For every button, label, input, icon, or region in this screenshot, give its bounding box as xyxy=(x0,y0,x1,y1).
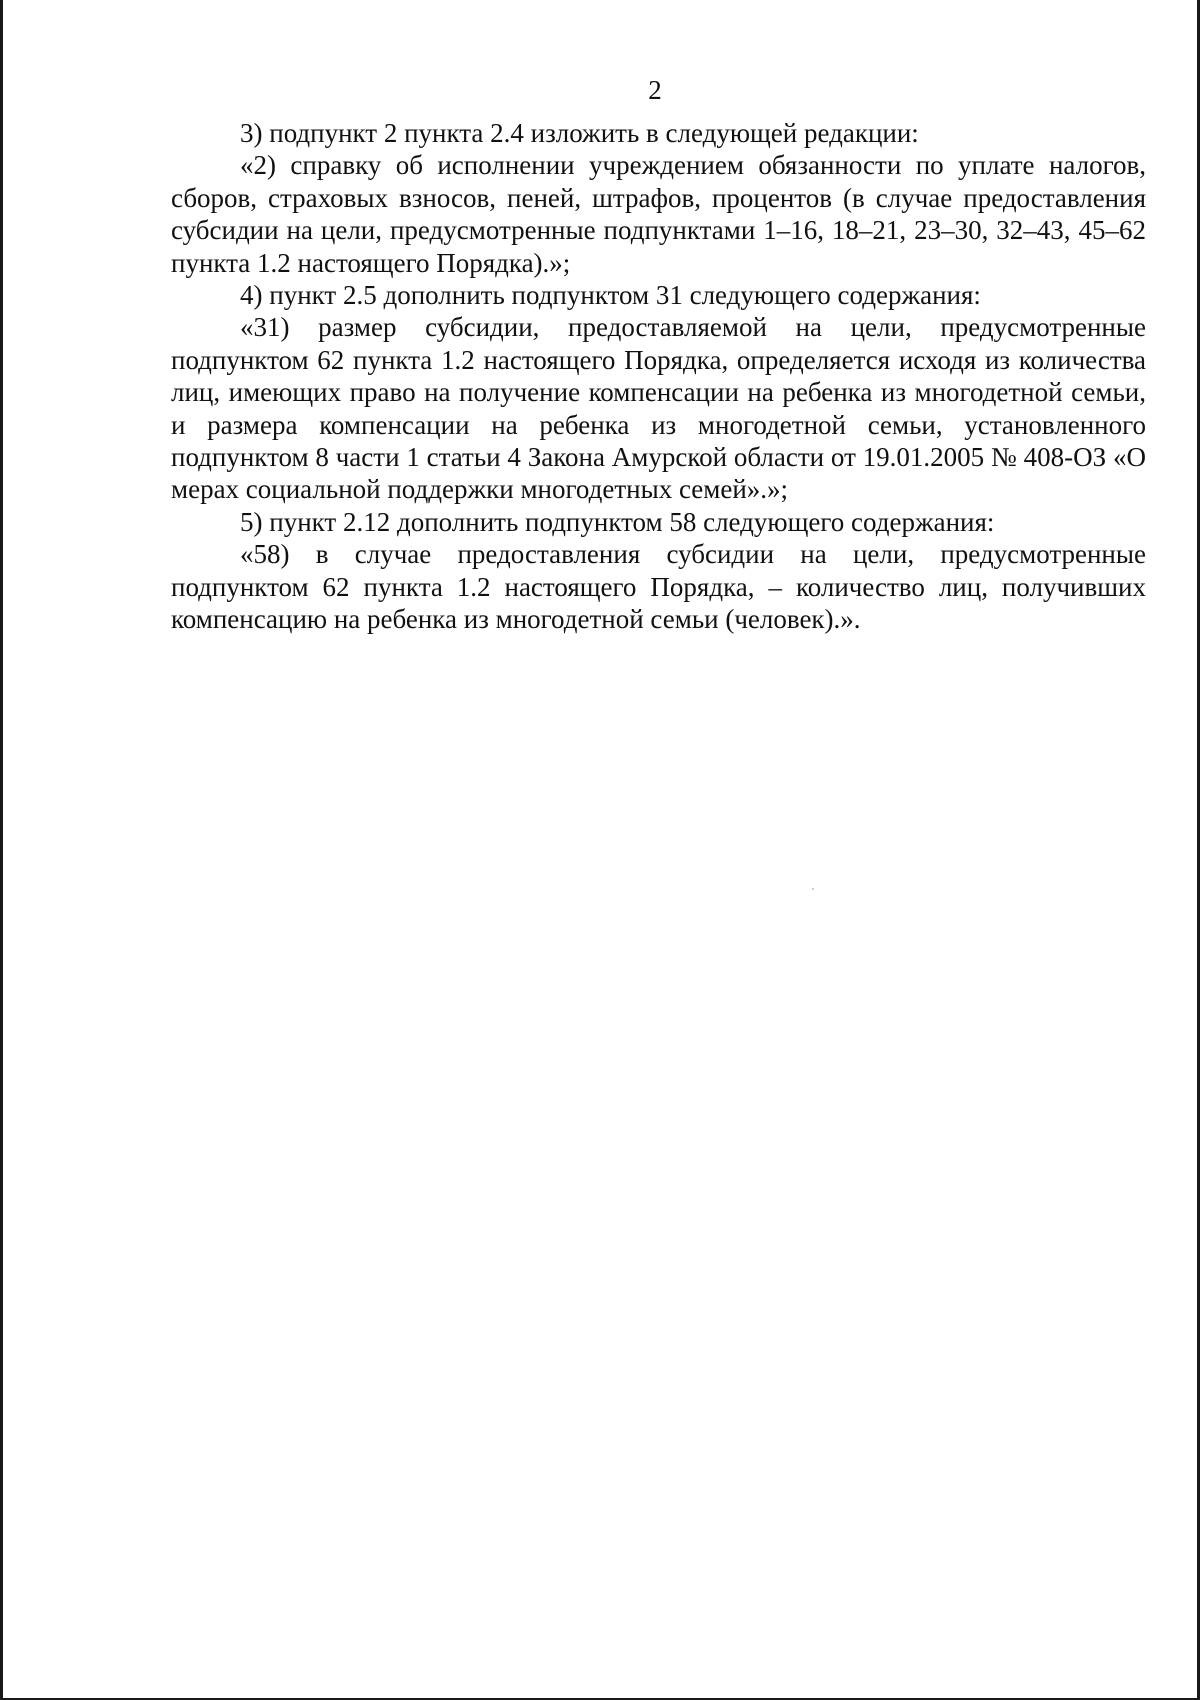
paragraph-amendment-5: 5) пункт 2.12 дополнить подпунктом 58 следующего содержания: xyxy=(240,506,995,537)
paragraph-subitem-31-text: «31) размер субсидии, предоставляемой на цели, предусмотренные подпунктом 62 пункта 1.2 настоящего Порядка, определяется исходя из количества лиц, имеющих право на получение компенсации на ребенка из многодетной семьи, и размера компенсации на ребенка из многодетной семьи, установленного подпунктом 8 части 1 статьи 4 Закона Амурской области от 19.01.2005 № 408-ОЗ «О мерах социальной поддержки многодетных семей».»; xyxy=(171,312,1146,505)
scan-speck xyxy=(812,888,814,890)
paragraph-subitem-2-text: «2) справку об исполнении учреждением обязанности по уплате налогов, сборов, страховых взносов, пеней, штрафов, процентов (в случае предоставления субсидии на цели, предусмотренные подпунктами 1–16, 18–21, 23–30, 32–43, 45–62 пункта 1.2 настоящего Порядка).»; xyxy=(171,150,1146,278)
paragraph-subitem-58-text: «58) в случае предоставления субсидии на цели, предусмотренные подпунктом 62 пункта 1.2 настоящего Порядка, – количество лиц, получивших компенсацию на ребенка из многодетной семьи (человек).». xyxy=(171,539,1146,635)
page-number: 2 xyxy=(648,75,662,105)
paragraph-amendment-4: 4) пункт 2.5 дополнить подпунктом 31 следующего содержания: xyxy=(240,280,981,311)
paragraph-amendment-3: 3) подпункт 2 пункта 2.4 изложить в следующей редакции: xyxy=(240,118,919,148)
document-body xyxy=(171,117,1146,636)
